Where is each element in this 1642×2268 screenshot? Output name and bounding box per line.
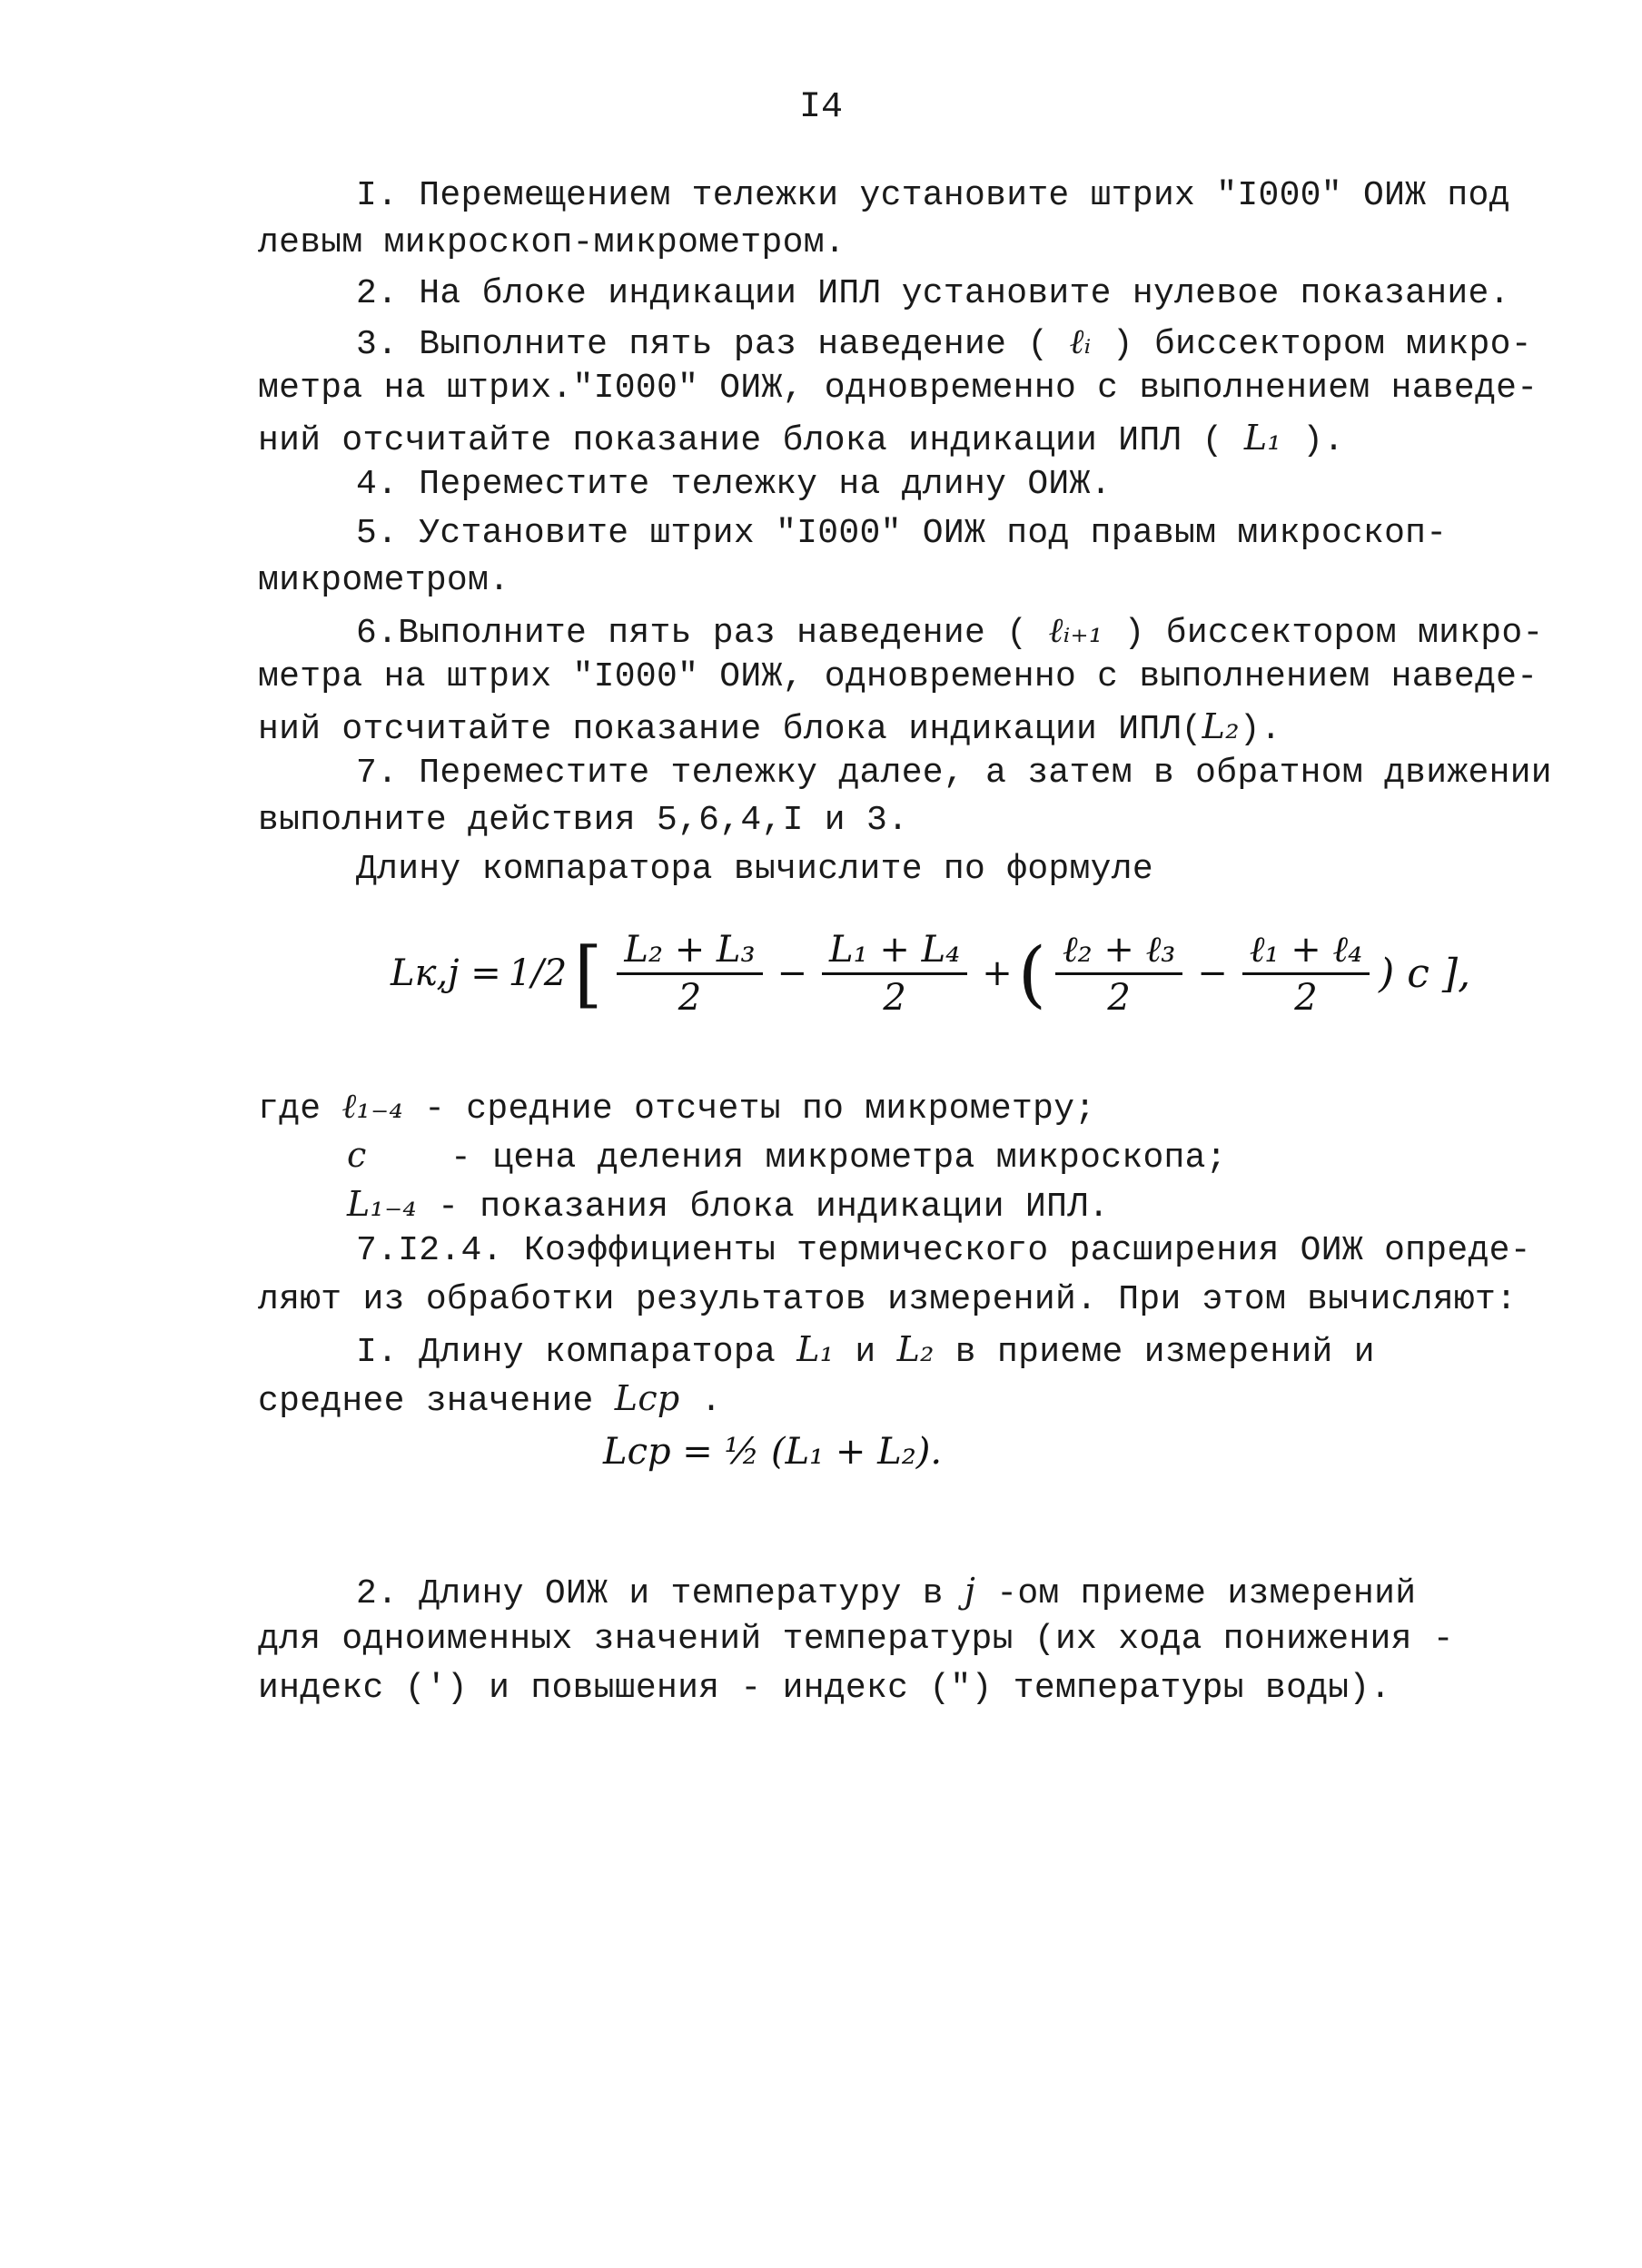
text-line-4 bbox=[356, 318, 1532, 369]
fraction-1-num: L₂ + L₃ bbox=[617, 929, 762, 975]
text-line-20a: 2. Длину ОИЖ и температуру в bbox=[356, 1574, 944, 1613]
text-line-12a: ний отсчитайте показание блока индикации ИПЛ( bbox=[258, 710, 1202, 749]
fraction-1 bbox=[617, 929, 762, 1019]
text-line-9: микрометром. bbox=[258, 561, 510, 600]
minus-sign-1: − bbox=[776, 952, 808, 994]
symbol-l-i1: ℓᵢ₊₁ bbox=[1048, 610, 1103, 650]
text-line-19 bbox=[258, 1375, 722, 1425]
fraction-2-den: 2 bbox=[883, 976, 906, 1019]
fraction-3-num: ℓ₂ + ℓ₃ bbox=[1055, 928, 1182, 975]
symbol-L2: L₂ bbox=[1202, 706, 1240, 746]
symbol-l-i: ℓᵢ bbox=[1069, 321, 1092, 361]
text-line-5: метра на штрих."I000" ОИЖ, одновременно с выполнением наведе- bbox=[258, 369, 1538, 408]
text-line-6a: ний отсчитайте показание блока индикации ИПЛ ( bbox=[258, 421, 1223, 460]
fraction-2-num: L₁ + L₄ bbox=[822, 929, 967, 975]
legend-line-1 bbox=[258, 1082, 1095, 1133]
text-line-16: 7.I2.4. Коэффициенты термического расширения ОИЖ опреде- bbox=[356, 1231, 1531, 1270]
formula-paren-open: ( bbox=[1017, 931, 1046, 1016]
legend-text-2: - цена деления микрометра микроскопа; bbox=[450, 1139, 1227, 1178]
text-line-11: метра на штрих "I000" ОИЖ, одновременно с выполнением наведе- bbox=[258, 657, 1538, 696]
text-line-12 bbox=[258, 703, 1281, 754]
symbol-L14: L₁₋₄ bbox=[347, 1184, 417, 1224]
fraction-3 bbox=[1055, 928, 1182, 1019]
formula-tail: ) c ], bbox=[1379, 950, 1471, 997]
text-line-6b: ). bbox=[1302, 421, 1345, 460]
legend-line-3 bbox=[347, 1180, 1109, 1231]
symbol-L2-b: L₂ bbox=[896, 1329, 935, 1369]
text-line-22: индекс (′) и повышения - индекс (″) температуры воды). bbox=[258, 1669, 1391, 1708]
text-line-10b: ) биссектором микро- bbox=[1123, 614, 1544, 653]
text-line-6 bbox=[258, 414, 1344, 465]
symbol-L1-b: L₁ bbox=[796, 1329, 835, 1369]
text-line-8: 5. Установите штрих "I000" ОИЖ под правым микроскоп- bbox=[356, 514, 1448, 553]
legend-text-1: - средние отсчеты по микрометру; bbox=[424, 1090, 1096, 1129]
symbol-j: j bbox=[964, 1571, 976, 1611]
formula-lhs: Lк,j = bbox=[391, 952, 501, 994]
mean-formula: Lcp = ½ (L₁ + L₂). bbox=[603, 1431, 943, 1473]
text-line-7: 4. Переместите тележку на длину ОИЖ. bbox=[356, 465, 1112, 504]
text-line-19a: среднее значение bbox=[258, 1382, 594, 1421]
text-line-1: I. Перемещением тележки установите штрих "I000" ОИЖ под bbox=[356, 176, 1510, 215]
page-number: I4 bbox=[798, 87, 843, 128]
formula-bracket-open: [ bbox=[574, 931, 603, 1016]
text-line-10 bbox=[356, 606, 1544, 657]
text-line-2: левым микроскоп-микрометром. bbox=[258, 223, 846, 262]
legend-line-2 bbox=[347, 1131, 1227, 1182]
legend-where: где bbox=[258, 1090, 321, 1129]
text-line-17: ляют из обработки результатов измерений. При этом вычисляют: bbox=[258, 1280, 1518, 1319]
text-line-10a: 6.Выполните пять раз наведение ( bbox=[356, 614, 1028, 653]
fraction-1-den: 2 bbox=[678, 976, 702, 1019]
fraction-4 bbox=[1242, 928, 1370, 1019]
minus-sign-2: − bbox=[1197, 952, 1228, 994]
text-line-3: 2. На блоке индикации ИПЛ установите нулевое показание. bbox=[356, 274, 1510, 313]
text-line-18b: и bbox=[855, 1333, 876, 1372]
text-line-18c: в приеме измерений и bbox=[955, 1333, 1375, 1372]
plus-sign: + bbox=[982, 952, 1013, 994]
text-line-14: выполните действия 5,6,4,I и 3. bbox=[258, 801, 909, 840]
text-line-4a: 3. Выполните пять раз наведение ( bbox=[356, 325, 1049, 364]
text-line-13: 7. Переместите тележку далее, а затем в обратном движении bbox=[356, 754, 1552, 793]
symbol-L1: L₁ bbox=[1243, 418, 1281, 458]
text-line-12b: ). bbox=[1239, 710, 1281, 749]
fraction-4-num: ℓ₁ + ℓ₄ bbox=[1242, 928, 1370, 975]
text-line-18a: I. Длину компаратора bbox=[356, 1333, 776, 1372]
text-line-20 bbox=[356, 1567, 1416, 1618]
legend-text-3: - показания блока индикации ИПЛ. bbox=[438, 1188, 1110, 1227]
length-formula bbox=[391, 919, 1470, 1028]
formula-half: 1/2 bbox=[508, 952, 568, 994]
fraction-2 bbox=[822, 929, 967, 1019]
text-line-15: Длину компаратора вычислите по формуле bbox=[356, 850, 1153, 889]
fraction-3-den: 2 bbox=[1107, 977, 1131, 1019]
symbol-l14: ℓ₁₋₄ bbox=[341, 1086, 403, 1126]
symbol-c: c bbox=[347, 1135, 367, 1175]
text-line-19b: . bbox=[700, 1382, 722, 1421]
symbol-Lcp: Lcp bbox=[614, 1378, 680, 1418]
text-line-4b: ) биссектором микро- bbox=[1112, 325, 1532, 364]
text-line-20b: -ом приеме измерений bbox=[996, 1574, 1417, 1613]
text-line-21: для одноименных значений температуры (их хода понижения - bbox=[258, 1620, 1454, 1659]
text-line-18 bbox=[356, 1326, 1375, 1376]
fraction-4-den: 2 bbox=[1294, 977, 1318, 1019]
